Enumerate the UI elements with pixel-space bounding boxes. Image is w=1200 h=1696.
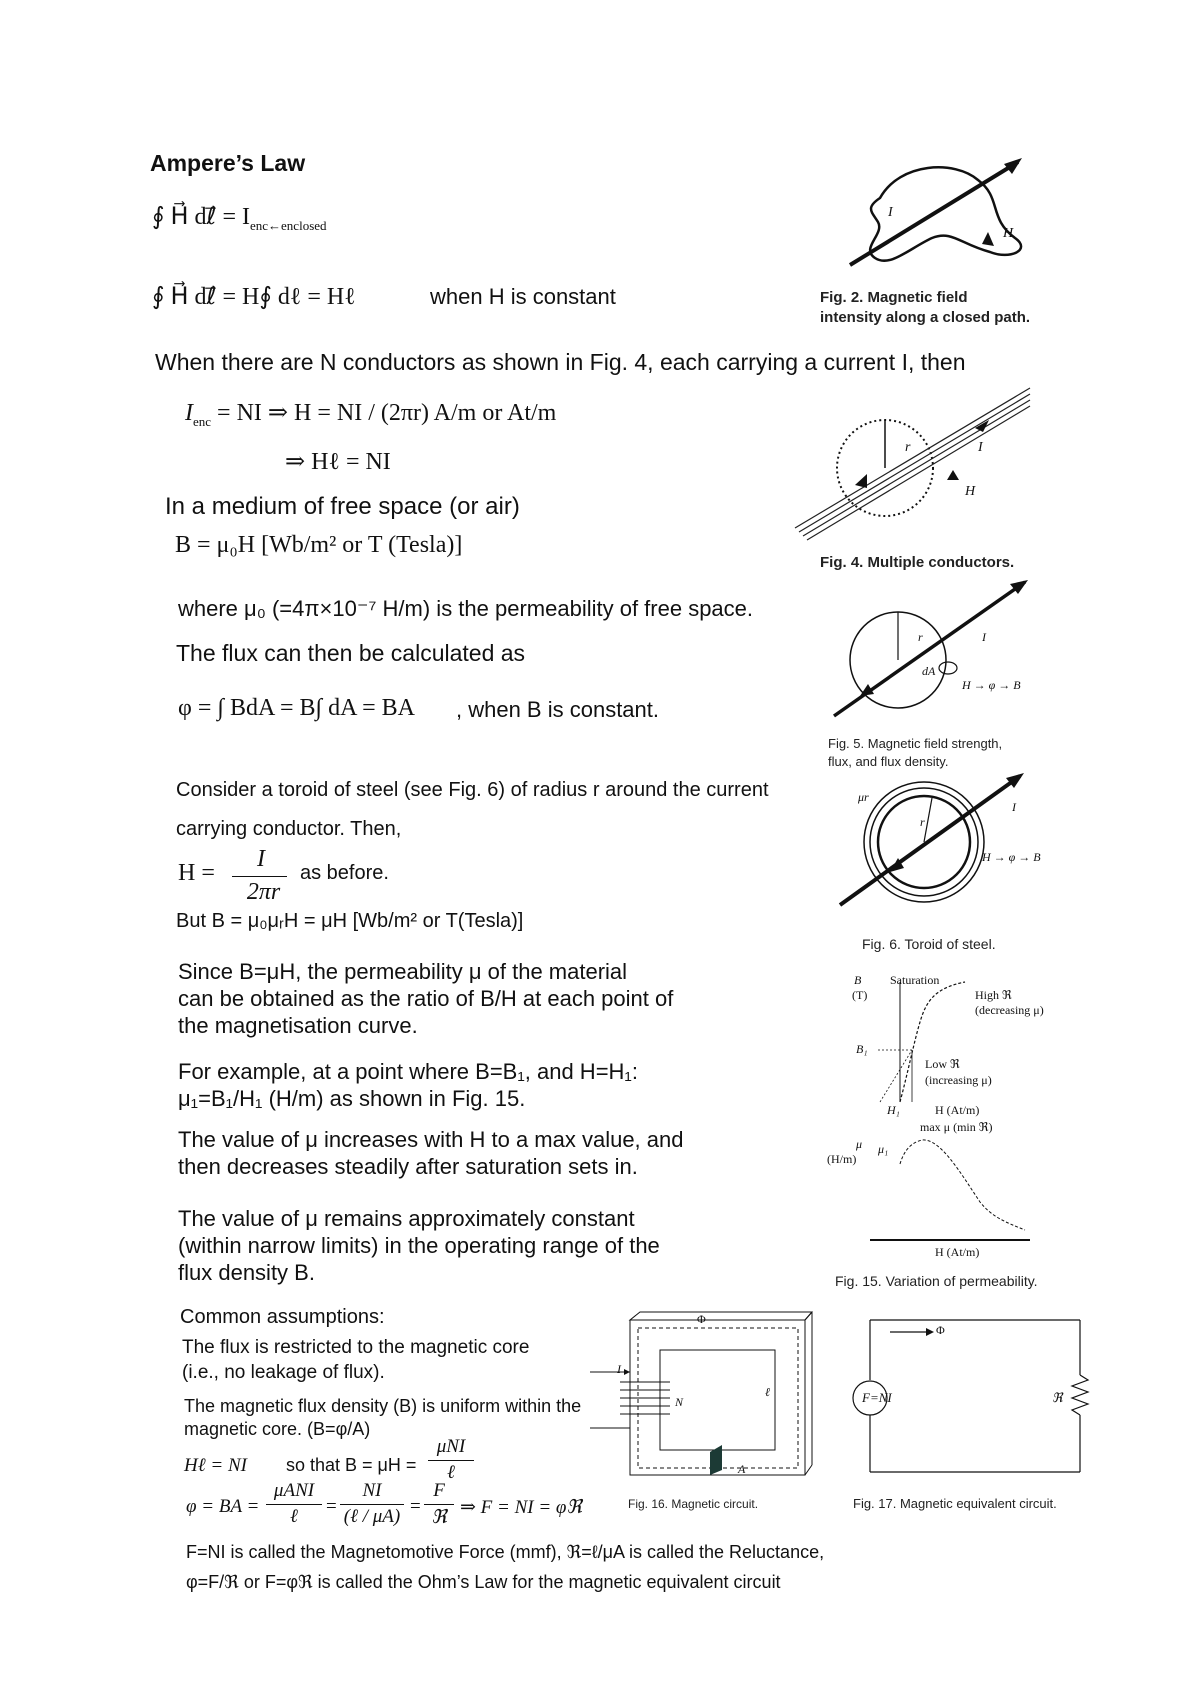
fig16-label-a: A <box>738 1462 746 1476</box>
equals-sign: = <box>326 1496 337 1517</box>
arrowhead-icon <box>982 232 994 246</box>
fraction-bar <box>424 1504 454 1505</box>
h-fraction-denominator: 2πr <box>246 879 281 905</box>
fig15-label-t: (T) <box>852 988 868 1002</box>
fig15-label-low: Low ℜ <box>925 1057 960 1071</box>
toroid-text: Consider a toroid of steel (see Fig. 6) of radius r around the current <box>176 779 769 801</box>
core-top <box>630 1312 812 1320</box>
h-fraction-numerator: I <box>257 846 265 872</box>
ampere-equation: ∮ H⃗ dℓ⃗ = $I_{enc\leftarrow enclosed}$ <box>152 204 327 233</box>
enclosed-current-equation: $I_{enc}$ = NI ⇒ H = NI / (2πr) A/m or At/m <box>185 400 557 429</box>
conductor-line <box>799 394 1030 532</box>
fig17-label-r: ℜ <box>1052 1390 1063 1405</box>
conductor-line <box>850 162 1018 265</box>
fig15-label-b1: B₁ <box>856 1042 868 1056</box>
core-edge <box>805 1465 812 1475</box>
phi-frac1-num: μANI <box>273 1480 315 1501</box>
assumption-1: The flux is restricted to the magnetic core (i.e., no leakage of flux). <box>182 1337 530 1383</box>
fig17-label-phi: Φ <box>936 1323 945 1337</box>
fig16-label-l: ℓ <box>765 1385 770 1399</box>
fig15-label-hm: (H/m) <box>827 1152 857 1166</box>
fig6-label-mu: μr <box>858 790 869 804</box>
fig16-label-phi: Φ <box>697 1312 706 1326</box>
hl-ni-equation: Hℓ = NI <box>184 1455 247 1476</box>
example-paragraph: For example, at a point where B=B₁, and H=H₁: μ₁=B₁/H₁ (H/m) as shown in Fig. 15. <box>178 1059 638 1111</box>
phi-frac3-den: ℜ <box>431 1507 447 1528</box>
fig17-label-f: F=NI <box>862 1390 892 1405</box>
fig17-caption: Fig. 17. Magnetic equivalent circuit. <box>853 1496 1057 1511</box>
fraction-bar <box>232 876 287 877</box>
slope-line <box>880 1050 912 1102</box>
arrowhead-icon <box>855 474 867 488</box>
arrowhead-icon <box>947 470 959 480</box>
fig4-diagram <box>795 380 1035 540</box>
flux-equation: φ = ∫ BdA = B∫ dA = BA <box>178 695 415 721</box>
as-before-note: as before. <box>300 862 389 884</box>
fig6-label-arrow: H → φ → B <box>982 850 1041 864</box>
mmf-definition: F=NI is called the Magnetomotive Force (mmf), ℜ=ℓ/μA is called the Reluctance, <box>186 1542 825 1562</box>
phi-frac3-num: F <box>433 1480 445 1501</box>
phi-equation: φ = BA = <box>186 1496 260 1517</box>
conductors-text: When there are N conductors as shown in Fig. 4, each carrying a current I, then <box>155 349 966 375</box>
since-paragraph: Since B=μH, the permeability μ of the material can be obtained as the ratio of B/H at each point of the magnetisation curve. <box>178 959 674 1038</box>
fig15-label-mu1: μ₁ <box>878 1142 889 1156</box>
constant-note: when H is constant <box>430 284 616 309</box>
phi-frac2-den: (ℓ / μA) <box>343 1506 401 1527</box>
fig15-label-hatm: H (At/m) <box>935 1103 980 1117</box>
permeability-curve <box>900 1140 1025 1230</box>
arrowhead-icon <box>1004 158 1022 174</box>
fig15-label-increasing: (increasing μ) <box>925 1073 992 1087</box>
fig6-label-r: r <box>920 815 925 829</box>
free-space-text: In a medium of free space (or air) <box>165 493 520 520</box>
mu-increase-paragraph: The value of μ increases with H to a max value, and then decreases steadily after saturation sets in. <box>178 1127 684 1179</box>
fig5-caption: Fig. 5. Magnetic field strength, flux, and flux density. <box>828 736 1003 769</box>
radius-line <box>924 798 932 842</box>
fig4-label-r: r <box>905 440 911 455</box>
fig16-label-i: I <box>617 1362 621 1376</box>
fig4-label-h: H <box>965 484 976 499</box>
ampere-constant-equation: ∮ H⃗ dℓ⃗ = H∮ dℓ = Hℓ <box>152 284 356 310</box>
arrowhead-icon <box>624 1369 630 1375</box>
equals-sign: = <box>410 1496 421 1517</box>
page-title: Ampere’s Law <box>150 150 306 176</box>
mu-constant-paragraph: The value of μ remains approximately constant (within narrow limits) in the operating range of the flux density B. <box>178 1206 660 1285</box>
fig2-caption: Fig. 2. Magnetic field intensity along a closed path. <box>820 289 1031 326</box>
phi-frac1-den: ℓ <box>290 1506 298 1527</box>
arrowhead-icon <box>926 1328 934 1336</box>
fig4-label-i: I <box>978 440 983 455</box>
fig15-label-b: B <box>854 973 862 987</box>
fig15-label-high: High ℜ <box>975 988 1012 1002</box>
b-mu-equation: But B = μ₀μᵣH = μH [Wb/m² or T(Tesla)] <box>176 910 524 932</box>
phi-frac2-num: NI <box>362 1480 382 1501</box>
fig16-diagram <box>580 1310 820 1490</box>
h-equation: H = <box>178 860 215 886</box>
eq9-denominator: ℓ <box>447 1462 455 1483</box>
fig5-diagram <box>830 578 1040 718</box>
fig2-diagram <box>840 150 1040 285</box>
fig6-diagram <box>840 770 1040 910</box>
assumption-2: The magnetic flux density (B) is uniform within the magnetic core. (B=φ/A) <box>184 1396 582 1439</box>
fraction-bar <box>428 1460 474 1461</box>
fig6-caption: Fig. 6. Toroid of steel. <box>862 936 996 952</box>
assumptions-title: Common assumptions: <box>180 1306 385 1328</box>
eq9-numerator: μNI <box>436 1436 466 1457</box>
fig15-label-saturation: Saturation <box>890 973 940 987</box>
area-element <box>939 662 957 674</box>
flux-text: The flux can then be calculated as <box>176 640 526 666</box>
fig6-label-i: I <box>1012 800 1016 814</box>
conductor-line <box>807 406 1030 540</box>
permeability-text: where μ₀ (=4π×10⁻⁷ H/m) is the permeability of free space. <box>178 596 754 621</box>
fig2-label-i: I <box>888 205 893 220</box>
fig15-label-mu: μ <box>856 1137 863 1151</box>
reluctance-resistor <box>1072 1375 1088 1415</box>
fig5-label-da: dA <box>922 664 936 678</box>
toroid-text-2: carrying conductor. Then, <box>176 818 402 840</box>
fig5-label-arrow: H → φ → B <box>962 678 1021 692</box>
core-edge <box>805 1312 812 1320</box>
fig15-label-max: max μ (min ℜ) <box>920 1120 993 1134</box>
fig15-label-h1: H₁ <box>887 1103 900 1117</box>
fig5-label-i: I <box>982 630 986 644</box>
fig15-label-xaxis: H (At/m) <box>935 1245 980 1259</box>
fig15-label-decreasing: (decreasing μ) <box>975 1003 1044 1017</box>
so-that-note: so that B = μH = <box>286 1455 417 1475</box>
ohms-law-definition: φ=F/ℜ or F=φℜ is called the Ohm’s Law for the magnetic equivalent circuit <box>186 1572 781 1592</box>
fraction-bar <box>266 1504 322 1505</box>
b-equation: B = μ₀H [Wb/m² or T (Tesla)] <box>175 532 463 558</box>
flux-note: , when B is constant. <box>456 697 659 722</box>
fig5-label-r: r <box>918 630 923 644</box>
fig2-label-h: H <box>1003 226 1014 241</box>
mmf-equation: ⇒ F = NI = φℜ <box>460 1497 582 1518</box>
fig15-caption: Fig. 15. Variation of permeability. <box>835 1273 1038 1289</box>
fig16-caption: Fig. 16. Magnetic circuit. <box>628 1497 759 1511</box>
fraction-bar <box>340 1504 404 1505</box>
h-l-equation: ⇒ Hℓ = NI <box>285 449 391 475</box>
fig16-label-n: N <box>675 1395 684 1409</box>
fig4-caption: Fig. 4. Multiple conductors. <box>820 554 1015 571</box>
